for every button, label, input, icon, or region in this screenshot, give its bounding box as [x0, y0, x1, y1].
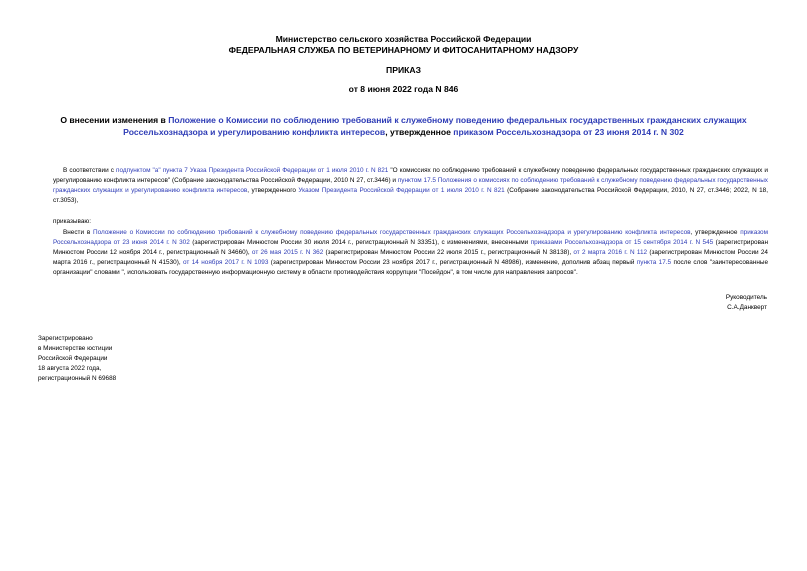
- ministry-name: Министерство сельского хозяйства Российской Федерации: [275, 34, 532, 44]
- document-type: ПРИКАЗ: [386, 65, 421, 75]
- body-text-3: (зарегистрирован Минюстом России 30 июля 2014 г., регистрационный N 33351), с изменениями, внесенными: [189, 239, 531, 246]
- document-date: от 8 июня 2022 года N 846: [348, 84, 459, 94]
- body-link-regulation[interactable]: Положение о Комиссии по соблюдению требований к служебному поведению федеральных государственных гражданских служащих Россельхознадзора и урегулированию конфликта интересов: [93, 229, 691, 236]
- title-text-2: , утвержденное: [385, 127, 454, 137]
- registration-line-3: Российской Федерации: [38, 355, 108, 362]
- body-text-5: (зарегистрирован Минюстом России 22 июля 2015 г., регистрационный N 38138),: [323, 249, 574, 256]
- body-link-clause-17-5[interactable]: пункта 17.5: [636, 259, 672, 266]
- body-link-order-1093[interactable]: от 14 ноября 2017 г. N 1093: [183, 259, 269, 266]
- body-text-8: после слов "заинтересованные организации" словами ", использовать государственную информационную систему в области противодействия коррупции "Посейдон", в том числе для направления запросов".: [53, 259, 769, 276]
- preamble-text-1: В соответствии с: [63, 167, 117, 174]
- body-text-6: (зарегистрирован Минюстом России 24 марта 2016 г., регистрационный N 41530),: [53, 249, 768, 266]
- preamble-paragraph: [53, 166, 768, 206]
- body-text-7: (зарегистрирован Минюстом России 23 ноября 2017 г., регистрационный N 48986), изменение, дополнив абзац первый: [268, 259, 637, 266]
- document-title: [40, 114, 767, 138]
- body-link-order-112[interactable]: от 2 марта 2016 г. N 112: [573, 249, 648, 256]
- order-word: приказываю:: [53, 218, 91, 225]
- preamble-text-4: (Собрание законодательства Российской Федерации, 2010, N 27, ст.3446; 2022, N 18, ст.3053),: [53, 187, 768, 204]
- body-text-1: Внести в: [63, 229, 94, 236]
- body-link-order-302[interactable]: приказом Россельхознадзора от 23 июня 2014 г. N 302: [53, 229, 768, 246]
- body-link-order-545[interactable]: приказами Россельхознадзора от 15 сентября 2014 г. N 545: [530, 239, 714, 246]
- body-paragraph: [53, 228, 768, 278]
- body-text-4: (зарегистрирован Минюстом России 12 ноября 2014 г., регистрационный N 34660),: [53, 239, 768, 256]
- service-name: ФЕДЕРАЛЬНАЯ СЛУЖБА ПО ВЕТЕРИНАРНОМУ И ФИТОСАНИТАРНОМУ НАДЗОРУ: [228, 45, 579, 55]
- title-text-1: О внесении изменения в: [60, 115, 169, 125]
- registration-line-5: регистрационный N 69688: [38, 375, 117, 382]
- signature-position: Руководитель: [725, 294, 767, 301]
- body-text-2: , утвержденное: [690, 229, 741, 236]
- registration-line-1: Зарегистрировано: [38, 335, 93, 342]
- body-link-order-362[interactable]: от 26 мая 2015 г. N 362: [251, 249, 324, 256]
- signature-name: С.А.Данкверт: [727, 304, 767, 311]
- registration-line-2: в Министерстве юстиции: [38, 345, 113, 352]
- title-link-regulation[interactable]: Положение о Комиссии по соблюдению требований к служебному поведению федеральных государственных гражданских служащих Россельхознадзора и урегулированию конфликта интересов: [123, 115, 747, 137]
- preamble-text-2: "О комиссиях по соблюдению требований к служебному поведению федеральных государственных гражданских служащих и урегулированию конфликта интересов" (Собрание законодательства Российской Федерации, 2010 N 27, ст.3446) и: [53, 167, 768, 184]
- preamble-link-decree-clause[interactable]: подпунктом "а" пункта 7 Указа Президента Российской Федерации от 1 июля 2010 г. N 821: [116, 167, 389, 174]
- title-link-order[interactable]: приказом Россельхознадзора от 23 июня 2014 г. N 302: [453, 127, 684, 137]
- registration-line-4: 18 августа 2022 года,: [38, 365, 102, 372]
- preamble-link-decree[interactable]: Указом Президента Российской Федерации от 1 июля 2010 г. N 821: [298, 187, 505, 194]
- preamble-text-3: , утвержденного: [247, 187, 299, 194]
- preamble-link-clause-17-5[interactable]: пунктом 17.5 Положения о комиссиях по соблюдению требований к служебному поведению федеральных государственных гражданских служащих и урегулированию конфликта интересов: [53, 177, 768, 194]
